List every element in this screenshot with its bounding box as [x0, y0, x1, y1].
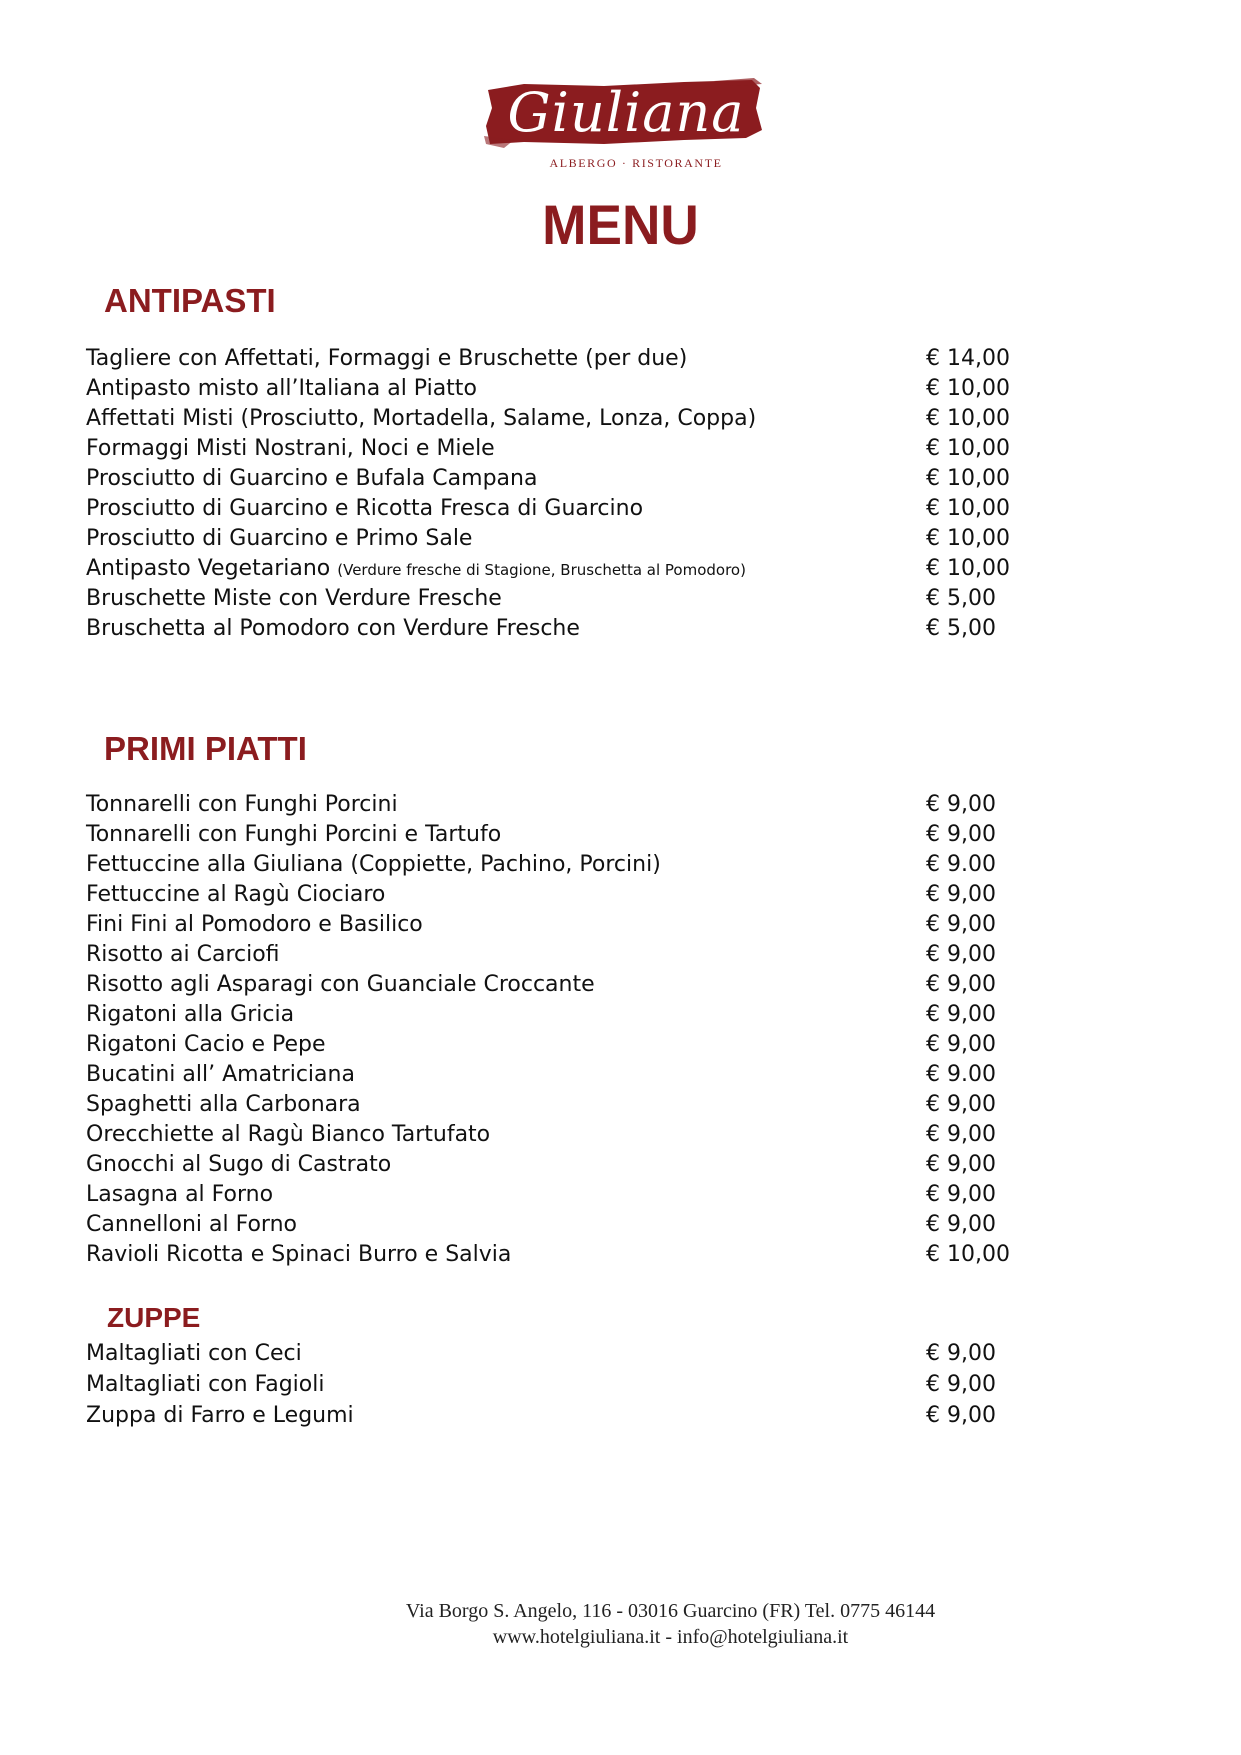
section-heading-primi-piatti: PRIMI PIATTI — [104, 730, 307, 767]
item-price: € 10,00 — [926, 496, 1010, 521]
item-name: Ravioli Ricotta e Spinaci Burro e Salvia — [86, 1242, 512, 1267]
item-note: (Verdure fresche di Stagione, Bruschetta al Pomodoro) — [337, 561, 746, 579]
item-price: € 9,00 — [926, 1403, 996, 1428]
footer — [0, 1598, 1241, 1650]
item-name: Prosciutto di Guarcino e Ricotta Fresca di Guarcino — [86, 496, 644, 521]
menu-item — [86, 554, 1010, 584]
menu-item — [86, 1090, 1006, 1120]
menu-item — [86, 374, 1010, 404]
item-name: Formaggi Misti Nostrani, Noci e Miele — [86, 436, 495, 461]
item-name: Tonnarelli con Funghi Porcini — [86, 792, 398, 817]
item-price: € 9.00 — [926, 852, 996, 877]
item-price: € 9,00 — [926, 1122, 996, 1147]
logo — [484, 78, 764, 178]
brand-name: Giuliana — [507, 81, 745, 144]
menu-item — [86, 1400, 1006, 1431]
item-name: Rigatoni alla Gricia — [86, 1002, 295, 1027]
item-name: Tagliere con Affettati, Formaggi e Bruschette (per due) — [86, 346, 688, 371]
footer-address: Via Borgo S. Angelo, 116 - 03016 Guarcino (FR) Tel. 0775 46144 — [405, 1600, 936, 1622]
menu-item — [86, 820, 1006, 850]
item-name: Fini Fini al Pomodoro e Basilico — [86, 912, 423, 937]
primi-list — [86, 790, 1010, 1270]
item-name: Rigatoni Cacio e Pepe — [86, 1032, 326, 1057]
item-name: Risotto ai Carciofi — [86, 942, 280, 967]
item-price: € 9,00 — [926, 822, 996, 847]
item-name: Bucatini all’ Amatriciana — [86, 1062, 355, 1087]
item-name: Lasagna al Forno — [86, 1182, 274, 1207]
menu-item — [86, 1150, 1006, 1180]
item-price: € 9,00 — [926, 1002, 996, 1027]
item-price: € 10,00 — [926, 1242, 1010, 1267]
item-price: € 9,00 — [926, 1372, 996, 1397]
item-name: Bruschetta al Pomodoro con Verdure Fresche — [86, 616, 580, 641]
item-price: € 9,00 — [926, 1032, 996, 1057]
footer-contacts: www.hotelgiuliana.it - info@hotelgiuliana.it — [492, 1626, 849, 1648]
item-price: € 14,00 — [926, 346, 1010, 371]
brand-subtitle: ALBERGO · RISTORANTE — [549, 156, 723, 170]
item-name: Prosciutto di Guarcino e Bufala Campana — [86, 466, 538, 491]
item-price: € 9.00 — [926, 1062, 996, 1087]
item-name: Spaghetti alla Carbonara — [86, 1092, 361, 1117]
menu-item — [86, 1120, 1006, 1150]
item-price: € 9,00 — [926, 882, 996, 907]
menu-item — [86, 614, 1006, 644]
menu-item — [86, 1000, 1006, 1030]
item-price: € 9,00 — [926, 1212, 996, 1237]
item-name: Maltagliati con Fagioli — [86, 1372, 325, 1397]
item-name: Antipasto misto all’Italiana al Piatto — [86, 376, 477, 401]
item-price: € 9,00 — [926, 1182, 996, 1207]
menu-item — [86, 434, 1010, 464]
item-name: Gnocchi al Sugo di Castrato — [86, 1152, 392, 1177]
page-title: MENU — [542, 193, 699, 256]
item-price: € 10,00 — [926, 436, 1010, 461]
menu-item — [86, 1210, 1006, 1240]
menu-item — [86, 1240, 1010, 1270]
item-price: € 9,00 — [926, 1341, 996, 1366]
item-price: € 9,00 — [926, 942, 996, 967]
item-name: Fettuccine al Ragù Ciociaro — [86, 882, 386, 907]
menu-item — [86, 1060, 1006, 1090]
item-name: Risotto agli Asparagi con Guanciale Croccante — [86, 972, 595, 997]
item-name: Cannelloni al Forno — [86, 1212, 297, 1237]
menu-item — [86, 344, 1010, 374]
item-price: € 9,00 — [926, 792, 996, 817]
menu-item — [86, 1369, 1006, 1400]
item-name: Fettuccine alla Giuliana (Coppiette, Pachino, Porcini) — [86, 852, 661, 877]
item-price: € 10,00 — [926, 376, 1010, 401]
item-name: Antipasto Vegetariano — [86, 556, 331, 581]
menu-item — [86, 524, 1010, 554]
menu-item — [86, 1338, 1006, 1369]
section-heading-antipasti: ANTIPASTI — [104, 282, 276, 319]
menu-item — [86, 464, 1010, 494]
menu-item — [86, 940, 1006, 970]
menu-item — [86, 1180, 1006, 1210]
item-price: € 10,00 — [926, 556, 1010, 581]
item-name: Zuppa di Farro e Legumi — [86, 1403, 354, 1428]
section-heading-zuppe: ZUPPE — [107, 1302, 201, 1333]
menu-item — [86, 494, 1010, 524]
item-name-with-note — [86, 554, 746, 585]
menu-item — [86, 910, 1006, 940]
item-price: € 9,00 — [926, 912, 996, 937]
item-price: € 10,00 — [926, 526, 1010, 551]
item-name: Tonnarelli con Funghi Porcini e Tartufo — [86, 822, 502, 847]
item-price: € 9,00 — [926, 1092, 996, 1117]
menu-item — [86, 1030, 1006, 1060]
antipasti-list — [86, 344, 1010, 644]
item-name: Prosciutto di Guarcino e Primo Sale — [86, 526, 473, 551]
menu-item — [86, 404, 1010, 434]
item-price: € 5,00 — [926, 586, 996, 611]
item-price: € 10,00 — [926, 466, 1010, 491]
item-price: € 5,00 — [926, 616, 996, 641]
menu-item — [86, 584, 1006, 614]
item-price: € 9,00 — [926, 1152, 996, 1177]
zuppe-list — [86, 1338, 1006, 1431]
item-price: € 10,00 — [926, 406, 1010, 431]
item-price: € 9,00 — [926, 972, 996, 997]
menu-item — [86, 790, 1006, 820]
item-name: Affettati Misti (Prosciutto, Mortadella, Salame, Lonza, Coppa) — [86, 406, 757, 431]
item-name: Bruschette Miste con Verdure Fresche — [86, 586, 502, 611]
menu-item — [86, 880, 1006, 910]
item-name: Orecchiette al Ragù Bianco Tartufato — [86, 1122, 491, 1147]
item-name: Maltagliati con Ceci — [86, 1341, 302, 1366]
menu-item — [86, 970, 1006, 1000]
menu-item — [86, 850, 1006, 880]
